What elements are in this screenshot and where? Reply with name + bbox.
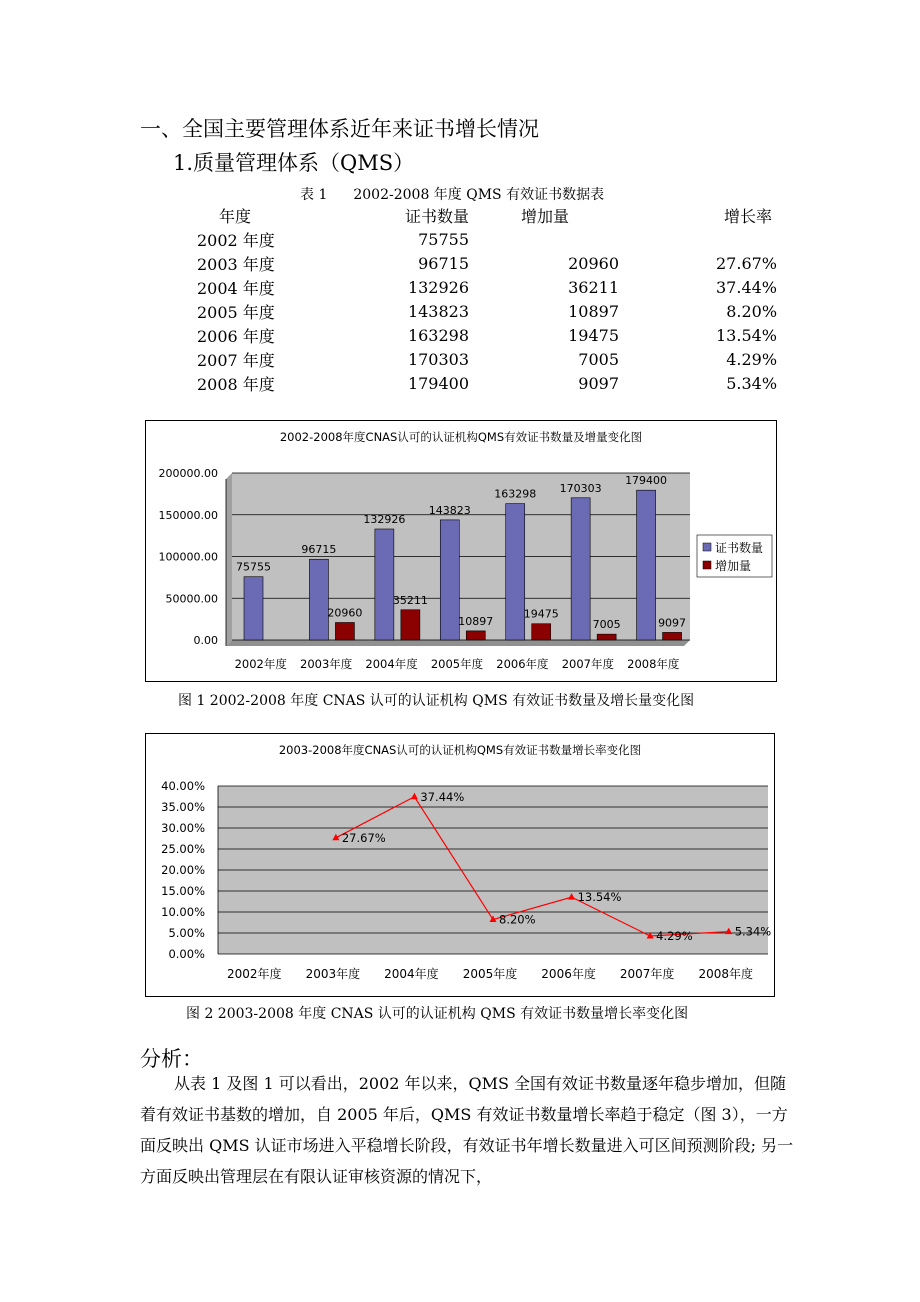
data-label: 8.20% [499, 912, 536, 927]
x-tick-label: 2007年度 [561, 657, 614, 671]
bar [401, 610, 420, 640]
y-tick-label: 150000.00 [158, 508, 218, 522]
line-chart [146, 734, 774, 996]
x-tick-label: 2004年度 [365, 657, 418, 671]
table-header-row [195, 203, 777, 227]
cell-growth-rate: 4.29% [726, 349, 778, 369]
cell-count: 143823 [407, 301, 470, 321]
analysis-paragraph: 从表 1 及图 1 可以看出，2002 年以来，QMS 全国有效证书数量逐年稳步增加，但随着有效证书基数的增加，自 2005 年后，QMS 有效证书数量增长率趋于稳定（图 3），一方面反映出 QMS 认证市场进入平稳增长阶段，有效证书年增长数量进入可区间预测阶段; 另一方面反映出管理层在有限认证审核资源的情况下， [140, 1074, 794, 1186]
chart-title: 2003-2008年度CNAS认可的认证机构QMS有效证书数量增长率变化图 [278, 743, 642, 757]
header-count: 证书数量 [405, 206, 470, 226]
chart-title: 2002-2008年度CNAS认可的认证机构QMS有效证书数量及增量变化图 [279, 430, 643, 444]
bar [375, 529, 394, 640]
table-caption-number: 表 1 [300, 187, 328, 203]
data-label: 7005 [592, 618, 621, 632]
data-label: 9097 [658, 616, 687, 630]
y-tick-label: 35.00% [161, 800, 205, 814]
cell-year: 2006 年度 [197, 326, 275, 346]
legend-swatch [703, 543, 711, 551]
x-tick-label: 2003年度 [300, 657, 353, 671]
section-heading: 一、全国主要管理体系近年来证书增长情况 [140, 117, 539, 141]
table-row [195, 347, 777, 371]
data-label: 37.44% [420, 789, 465, 804]
bar [506, 504, 525, 640]
bar [637, 490, 656, 640]
y-tick-label: 200000.00 [158, 467, 218, 480]
bar [440, 520, 459, 640]
y-tick-label: 10.00% [161, 905, 205, 919]
subsection-heading: 1.质量管理体系（QMS） [173, 151, 415, 175]
data-label: 27.67% [341, 830, 386, 845]
cell-increase [469, 227, 619, 251]
x-tick-label: 2005年度 [430, 657, 484, 671]
table-caption [300, 184, 604, 204]
y-tick-label: 40.00% [161, 779, 205, 793]
y-tick-label: 20.00% [161, 863, 205, 877]
bar [466, 631, 485, 640]
cell-increase: 7005 [578, 349, 620, 369]
cell-year: 2004 年度 [197, 278, 275, 298]
bar [663, 632, 682, 640]
bar [597, 634, 616, 640]
legend-label: 增加量 [715, 559, 752, 573]
data-label: 35211 [392, 593, 428, 607]
x-tick-label: 2002年度 [227, 967, 282, 981]
x-tick-label: 2004年度 [384, 967, 439, 981]
cell-year: 2002 年度 [197, 230, 275, 250]
data-label: 143823 [428, 503, 471, 517]
table-caption-text: 2002-2008 年度 QMS 有效证书数据表 [353, 187, 605, 203]
header-increase: 增加量 [521, 206, 570, 226]
x-tick-label: 2002年度 [234, 657, 287, 671]
cell-increase: 20960 [568, 253, 620, 273]
y-tick-label: 25.00% [161, 842, 205, 856]
bar [309, 559, 328, 640]
cell-count: 96715 [418, 253, 470, 273]
cell-growth-rate: 37.44% [716, 277, 778, 297]
data-label: 96715 [301, 543, 337, 557]
legend-label: 证书数量 [715, 541, 764, 555]
data-label: 5.34% [734, 924, 772, 939]
cell-count: 75755 [418, 229, 470, 249]
x-tick-label: 2005年度 [462, 967, 518, 981]
cell-year: 2005 年度 [197, 302, 275, 322]
data-label: 132926 [363, 513, 406, 527]
cell-growth-rate: 5.34% [726, 373, 778, 393]
data-label: 10897 [458, 614, 494, 628]
cell-count: 132926 [407, 277, 470, 297]
table-row [195, 299, 777, 323]
qms-certificate-table [195, 203, 777, 395]
cell-growth-rate [619, 227, 777, 251]
bar [571, 498, 590, 640]
data-label: 19475 [523, 607, 559, 621]
x-tick-label: 2008年度 [627, 657, 680, 671]
data-label: 20960 [327, 606, 363, 620]
table-row [195, 371, 777, 395]
cell-year: 2007 年度 [197, 350, 275, 370]
line-chart-frame [145, 733, 775, 997]
x-tick-label: 2003年度 [305, 967, 361, 981]
y-tick-label: 100000.00 [158, 550, 218, 564]
data-label: 170303 [559, 481, 602, 495]
bar [532, 624, 551, 640]
bar-chart-frame [145, 420, 777, 682]
cell-increase: 19475 [568, 325, 620, 345]
y-tick-label: 30.00% [161, 821, 205, 835]
cell-count: 170303 [407, 349, 470, 369]
cell-count: 179400 [407, 373, 470, 393]
table-row [195, 323, 777, 347]
cell-increase: 36211 [568, 277, 620, 297]
y-tick-label: 0.00 [193, 634, 218, 647]
y-tick-label: 50000.00 [165, 592, 218, 606]
x-tick-label: 2008年度 [698, 967, 753, 981]
data-label: 4.29% [656, 928, 693, 943]
header-year: 年度 [219, 206, 252, 226]
data-label: 163298 [494, 487, 537, 501]
cell-growth-rate: 8.20% [726, 301, 778, 321]
y-tick-label: 15.00% [161, 884, 205, 898]
analysis-title: 分析： [140, 1047, 203, 1071]
table-row [195, 275, 777, 299]
plot-floor [226, 640, 690, 646]
y-tick-label: 5.00% [168, 926, 205, 940]
bar-chart [146, 421, 776, 681]
cell-year: 2008 年度 [197, 374, 275, 394]
plot-side-wall [226, 473, 232, 646]
x-tick-label: 2006年度 [496, 657, 549, 671]
cell-count: 163298 [407, 325, 470, 345]
cell-growth-rate: 27.67% [716, 253, 778, 273]
figure-2-caption: 图 2 2003-2008 年度 CNAS 认可的认证机构 QMS 有效证书数量增长率变化图 [186, 1006, 689, 1022]
y-tick-label: 0.00% [168, 947, 205, 961]
table-row [195, 227, 777, 251]
cell-increase: 9097 [578, 373, 620, 393]
cell-year: 2003 年度 [197, 254, 275, 274]
x-tick-label: 2006年度 [541, 967, 596, 981]
cell-growth-rate: 13.54% [716, 325, 778, 345]
legend-swatch [703, 561, 711, 569]
header-growth-rate: 增长率 [724, 206, 773, 226]
data-label: 75755 [236, 560, 271, 574]
data-label: 179400 [625, 474, 668, 488]
bar [244, 577, 263, 640]
x-tick-label: 2007年度 [619, 967, 675, 981]
cell-increase: 10897 [568, 301, 620, 321]
figure-1-caption: 图 1 2002-2008 年度 CNAS 认可的认证机构 QMS 有效证书数量及增长量变化图 [178, 693, 695, 709]
table-row [195, 251, 777, 275]
bar [335, 622, 354, 640]
data-label: 13.54% [577, 890, 622, 905]
